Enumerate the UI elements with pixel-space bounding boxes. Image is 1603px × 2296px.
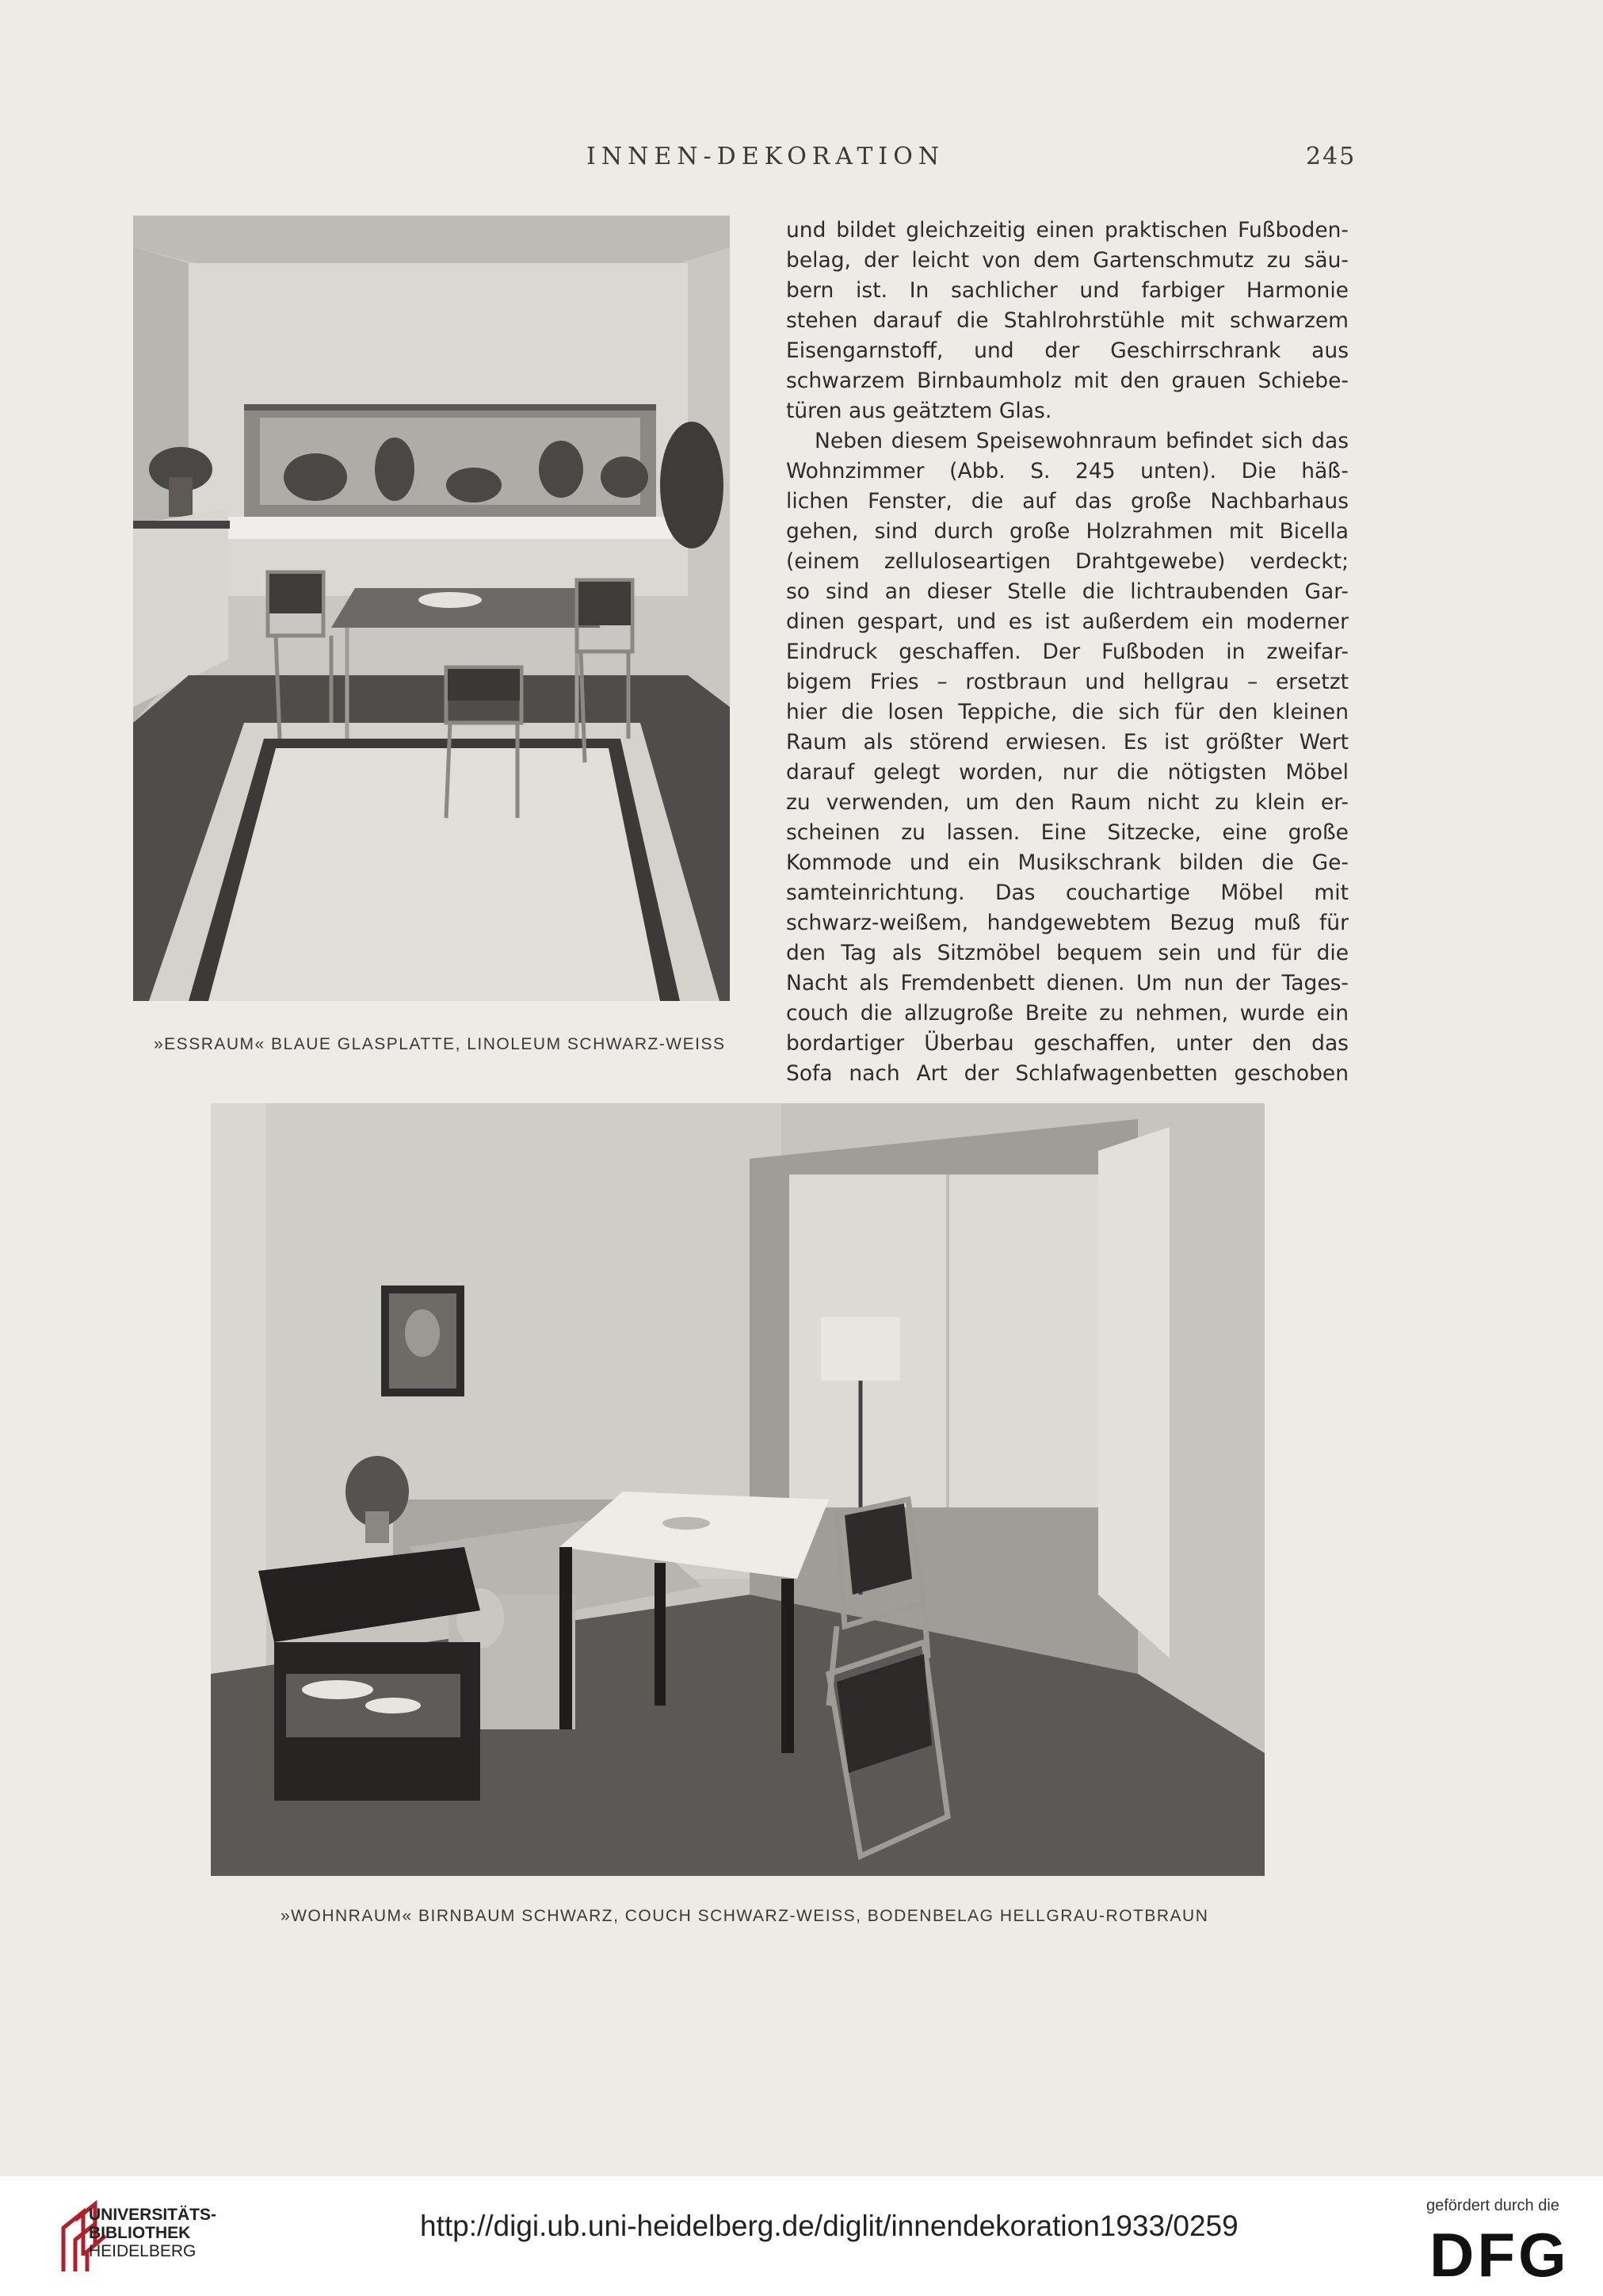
- text-line: türen aus geätztem Glas.: [786, 399, 1052, 423]
- dfg-logo: DFG: [1429, 2220, 1570, 2290]
- text-line: hier die losen Teppiche, die sich für den kleinen: [786, 700, 1349, 724]
- text-line: schwarz-weißem, handgewebtem Bezug muß für: [786, 911, 1349, 935]
- text-line: Sofa nach Art der Schlafwagenbetten geschoben: [786, 1061, 1349, 1086]
- text-line: bern ist. In sachlicher und farbiger Harmonie: [786, 278, 1349, 303]
- text-line: zu verwenden, um den Raum nicht zu klein er-: [786, 790, 1349, 815]
- text-line: Eindruck geschaffen. Der Fußboden in zweifar-: [786, 640, 1349, 664]
- text-line: so sind an dieser Stelle die lichtraubenden Gar-: [786, 579, 1349, 604]
- text-line: (einem zelluloseartigen Drahtgewebe) verdeckt;: [786, 549, 1349, 574]
- text-line: Raum als störend erwiesen. Es ist größter Wert: [786, 730, 1349, 755]
- library-name-line: UNIVERSITÄTS-: [89, 2206, 217, 2224]
- text-line: gehen, sind durch große Holzrahmen mit Bicella: [786, 519, 1349, 544]
- text-line: belag, der leicht von dem Gartenschmutz zu säu-: [786, 248, 1349, 273]
- text-line: samteinrichtung. Das couchartige Möbel mit: [786, 881, 1349, 905]
- text-line: bordartiger Überbau geschaffen, unter den das: [786, 1031, 1349, 1056]
- text-line: lichen Fenster, die auf das große Nachbarhaus: [786, 489, 1349, 514]
- text-line: und bildet gleichzeitig einen praktischen Fußboden-: [786, 218, 1349, 243]
- text-line: bigem Fries – rostbraun und hellgrau – ersetzt: [786, 670, 1349, 694]
- text-line: Wohnzimmer (Abb. S. 245 unten). Die häß-: [786, 459, 1349, 483]
- figure-caption-dining-room: »ESSRAUM« BLAUE GLASPLATTE, LINOLEUM SCHWARZ-WEISS: [154, 1035, 726, 1053]
- library-name: [89, 2206, 216, 2260]
- page-number: 245: [1306, 143, 1357, 170]
- text-line: Kommode und ein Musikschrank bilden die Ge-: [786, 850, 1349, 875]
- text-line: dinen gespart, und es ist außerdem ein moderner: [786, 609, 1349, 634]
- funding-label: gefördert durch die: [1426, 2197, 1559, 2214]
- living-room-illustration: [211, 1103, 1265, 1876]
- library-name-line: BIBLIOTHEK: [89, 2224, 191, 2242]
- text-line: scheinen zu lassen. Eine Sitzecke, eine große: [786, 820, 1349, 845]
- text-line: couch die allzugroße Breite zu nehmen, wurde ein: [786, 1001, 1349, 1026]
- photo-dining-room: [133, 216, 730, 1001]
- body-text-column: [786, 216, 1349, 1089]
- text-line: Eisengarnstoff, und der Geschirrschrank aus: [786, 338, 1349, 363]
- text-line: den Tag als Sitzmöbel bequem sein und für die: [786, 941, 1349, 965]
- text-line: Neben diesem Speisewohnraum befindet sich das: [815, 429, 1349, 453]
- text-line: stehen darauf die Stahlrohrstühle mit schwarzem: [786, 308, 1349, 333]
- dining-room-illustration: [133, 216, 730, 1001]
- figure-caption-living-room: »WOHNRAUM« BIRNBAUM SCHWARZ, COUCH SCHWARZ-WEISS, BODENBELAG HELLGRAU-ROTBRAUN: [281, 1907, 1209, 1925]
- photo-living-room: [211, 1103, 1265, 1876]
- library-name-line: HEIDELBERG: [89, 2242, 197, 2260]
- text-line: schwarzem Birnbaumholz mit den grauen Schiebe-: [786, 369, 1349, 393]
- text-line: Nacht als Fremdenbett dienen. Um nun der Tages-: [786, 971, 1349, 995]
- running-head: INNEN-DEKORATION: [586, 143, 945, 170]
- text-line: darauf gelegt worden, nur die nötigsten Möbel: [786, 760, 1349, 785]
- source-url-link[interactable]: http://digi.ub.uni-heidelberg.de/diglit/innendekoration1933/0259: [420, 2210, 1239, 2242]
